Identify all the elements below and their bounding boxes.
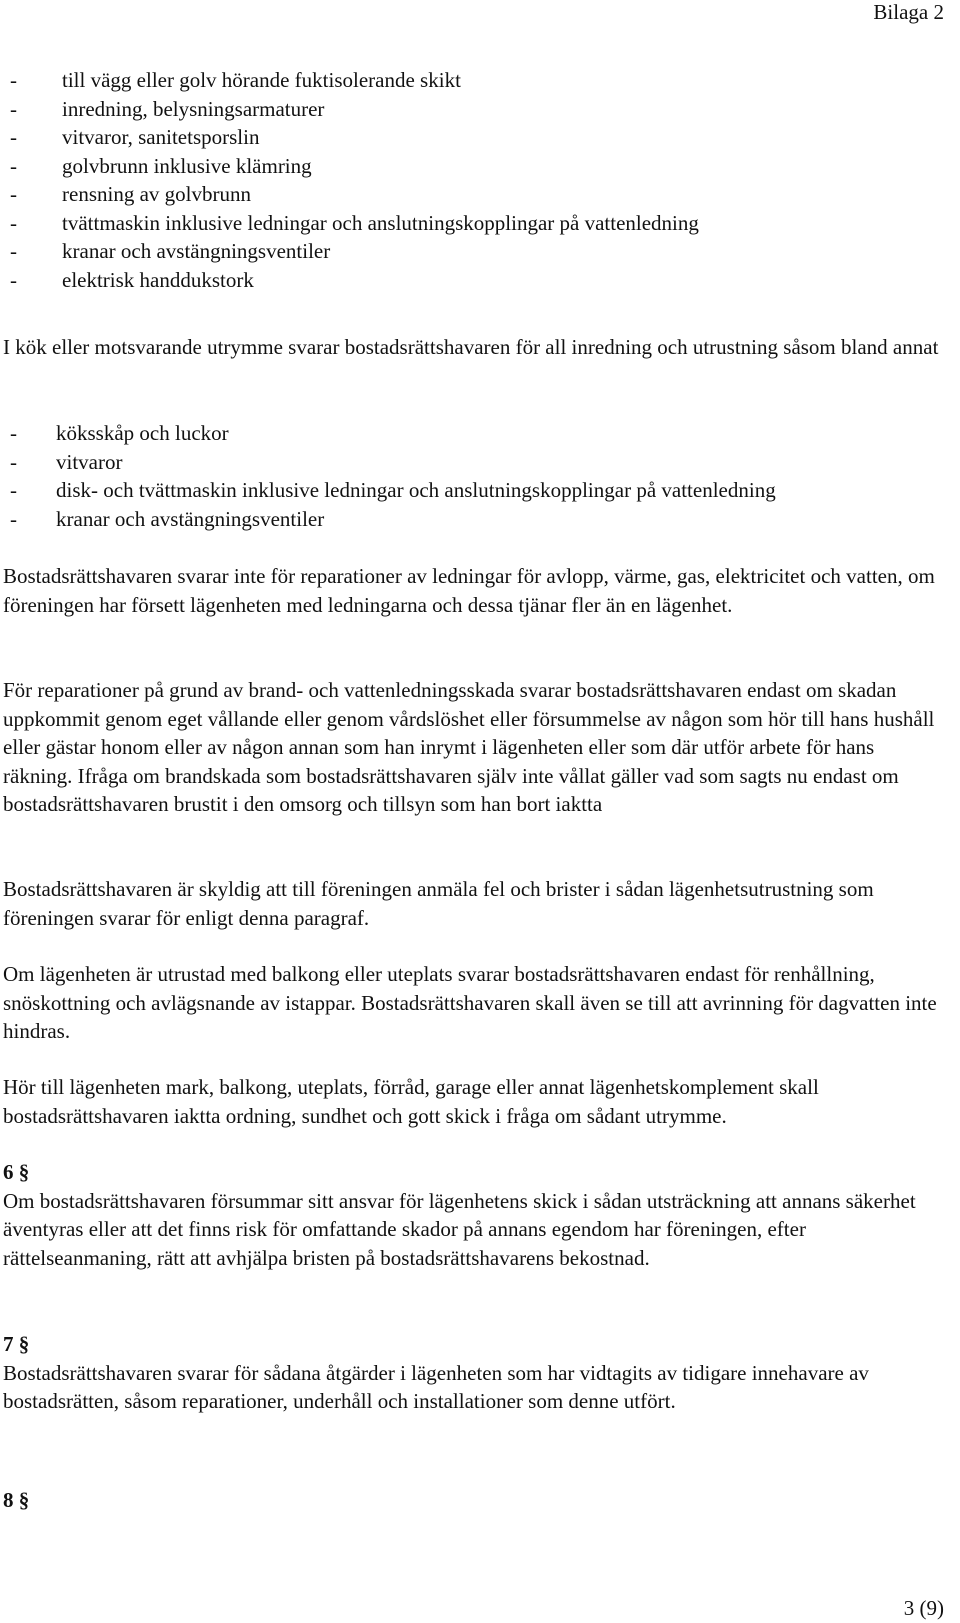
section-heading: 6 § (3, 1160, 30, 1184)
list-dash: - (10, 125, 17, 149)
pipes-paragraph: Bostadsrättshavaren svarar inte för reparationer av ledningar för avlopp, värme, gas, elektricitet och vatten, om föreningen har försett lägenheten med ledningarna och dessa tjänar fler än en lägenhet. (3, 564, 935, 617)
list-dash: - (10, 68, 17, 92)
list-dash: - (10, 210, 17, 235)
list-item: - vitvaror (3, 448, 948, 477)
list-dash: - (10, 421, 17, 445)
list-dash: - (10, 96, 17, 121)
report-defects-paragraph: Bostadsrättshavaren är skyldig att till föreningen anmäla fel och brister i sådan lägenhetsutrustning som föreningen svarar för enligt denna paragraf. (3, 877, 874, 930)
list-item: - rensning av golvbrunn (3, 180, 948, 209)
kitchen-item-list (3, 419, 948, 533)
list-item: - till vägg eller golv hörande fuktisolerande skikt (3, 66, 948, 95)
list-item: - inredning, belysningsarmaturer (3, 95, 948, 124)
list-dash: - (10, 153, 17, 178)
list-dash: - (10, 182, 17, 206)
section-text: Om bostadsrättshavaren försummar sitt ansvar för lägenhetens skick i sådan utsträckning att annans säkerhet äventyras eller att det finns risk för omfattande skador på annans egendom har föreningen, efter rättelseanmaning, rätt att avhjälpa bristen på bostadsrättshavarens bekostnad. (3, 1188, 916, 1270)
list-dash: - (10, 267, 17, 292)
complement-paragraph: Hör till lägenheten mark, balkong, uteplats, förråd, garage eller annat lägenhetskomplement skall bostadsrättshavaren iaktta ordning, sundhet och gott skick i fråga om sådant utrymme. (3, 1075, 819, 1128)
list-item: - tvättmaskin inklusive ledningar och anslutningskopplingar på vattenledning (3, 209, 948, 238)
section-6 (3, 1158, 948, 1272)
list-item: - kranar och avstängningsventiler (3, 237, 948, 266)
list-dash: - (10, 449, 17, 474)
section-heading: 8 § (3, 1488, 30, 1512)
attachment-label: Bilaga 2 (873, 0, 944, 24)
bathroom-item-list (3, 66, 948, 294)
list-item: - disk- och tvättmaskin inklusive ledningar och anslutningskopplingar på vattenledning (3, 476, 948, 505)
section-7 (3, 1330, 948, 1416)
list-dash: - (10, 506, 17, 531)
list-item: - köksskåp och luckor (3, 419, 948, 448)
page-number: 3 (9) (903, 1596, 944, 1620)
list-item: - kranar och avstängningsventiler (3, 505, 948, 534)
balcony-paragraph: Om lägenheten är utrustad med balkong eller uteplats svarar bostadsrättshavaren endast för renhållning, snöskottning och avlägsnande av istappar. Bostadsrättshavaren skall även se till att avrinning för dagvatten inte hindras. (3, 962, 937, 1043)
fire-damage-paragraph: För reparationer på grund av brand- och vattenledningsskada svarar bostadsrättshavaren endast om skadan uppkommit genom eget vållande eller genom vårdslöshet eller försummelse av någon som hör till hans hushåll eller gästar honom eller av någon annan som han inrymt i lägenheten eller som där utför arbete för hans räkning. Ifråga om brandskada som bostadsrättshavaren själv inte vållat gäller vad som sagts nu endast om bostadsrättshavaren brustit i den omsorg och tillsyn som han bort iaktta (3, 678, 935, 816)
list-dash: - (10, 239, 17, 263)
list-item: - golvbrunn inklusive klämring (3, 152, 948, 181)
list-item: - elektrisk handdukstork (3, 266, 948, 295)
section-8 (3, 1486, 948, 1515)
list-item: - vitvaror, sanitetsporslin (3, 123, 948, 152)
section-heading: 7 § (3, 1332, 30, 1356)
list-dash: - (10, 478, 17, 502)
section-text: Bostadsrättshavaren svarar för sådana åtgärder i lägenheten som har vidtagits av tidigare innehavare av bostadsrätten, såsom reparationer, underhåll och installationer som denne utfört. (3, 1360, 869, 1413)
kitchen-paragraph: I kök eller motsvarande utrymme svarar bostadsrättshavaren för all inredning och utrustning såsom bland annat (3, 335, 939, 359)
